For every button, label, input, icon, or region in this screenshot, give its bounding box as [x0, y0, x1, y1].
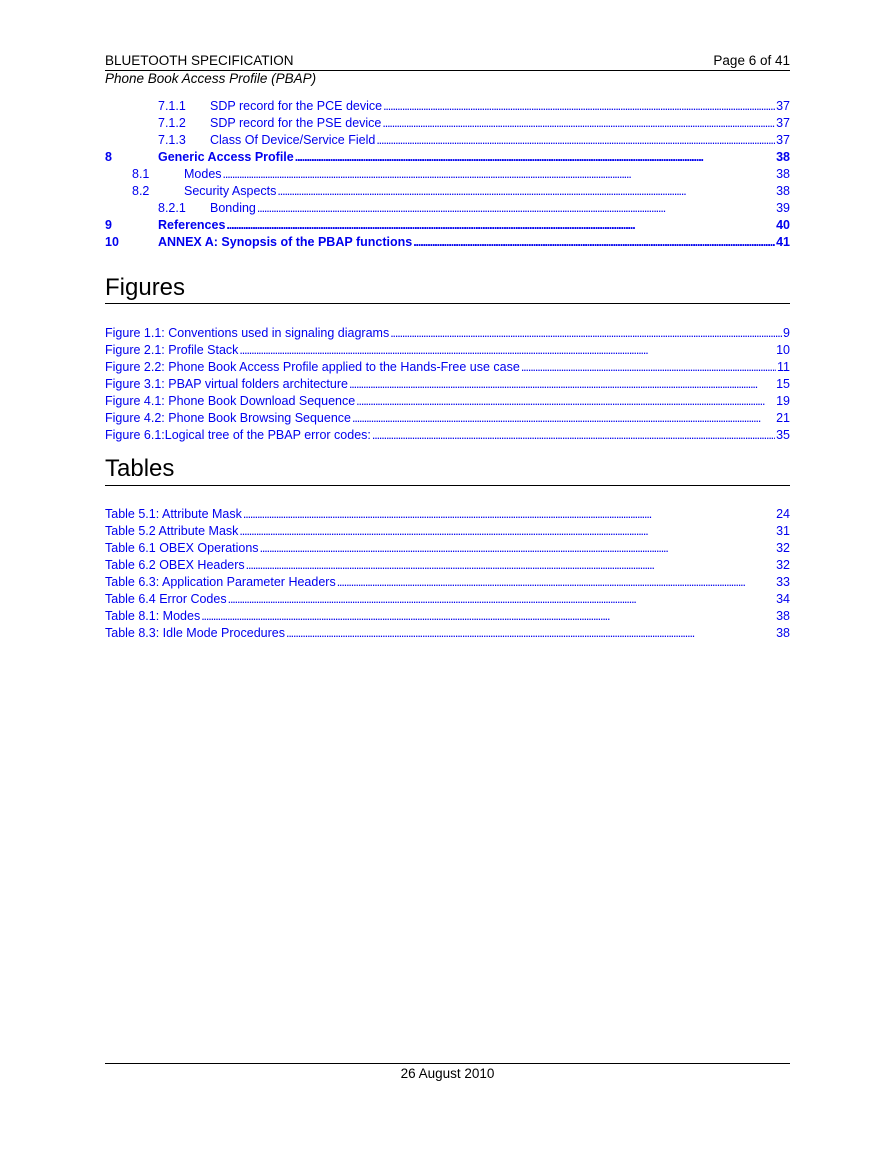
toc-entry[interactable]	[105, 149, 790, 166]
toc-title: Class Of Device/Service Field	[210, 133, 376, 147]
figure-entry[interactable]	[105, 393, 790, 410]
figure-page: 10	[776, 343, 790, 357]
toc-entry[interactable]	[105, 200, 790, 217]
figure-page: 35	[776, 428, 790, 442]
page-header	[105, 53, 790, 71]
table-title: Table 6.4 Error Codes	[105, 592, 227, 606]
toc-page: 37	[776, 133, 790, 147]
figure-page: 15	[776, 377, 790, 391]
footer-date: 26 August 2010	[400, 1066, 495, 1081]
toc-entry[interactable]	[105, 166, 790, 183]
toc-number: 8	[105, 150, 112, 164]
figures-rule	[105, 303, 790, 304]
toc-number: 7.1.2	[158, 116, 186, 130]
tables-heading: Tables	[105, 455, 175, 482]
figure-entry[interactable]	[105, 376, 790, 393]
figure-title: Figure 2.1: Profile Stack	[105, 343, 239, 357]
figure-title: Figure 1.1: Conventions used in signaling diagrams	[105, 326, 390, 340]
toc-page: 41	[776, 235, 790, 249]
table-page: 34	[776, 592, 790, 606]
table-title: Table 5.2 Attribute Mask	[105, 524, 239, 538]
toc-title: Security Aspects	[184, 184, 277, 198]
figure-page: 19	[776, 394, 790, 408]
table-entry[interactable]	[105, 523, 790, 540]
table-title: Table 6.3: Application Parameter Headers	[105, 575, 336, 589]
table-page: 38	[776, 626, 790, 640]
table-page: 33	[776, 575, 790, 589]
toc-number: 8.2	[132, 184, 150, 198]
figure-title: Figure 6.1:Logical tree of the PBAP error codes:	[105, 428, 371, 442]
toc-entry[interactable]	[105, 183, 790, 200]
table-entry[interactable]	[105, 540, 790, 557]
toc-title: SDP record for the PSE device	[210, 116, 382, 130]
tables-rule	[105, 485, 790, 486]
toc-page: 37	[776, 116, 790, 130]
figure-entry[interactable]	[105, 427, 790, 444]
table-page: 32	[776, 541, 790, 555]
figure-title: Figure 4.2: Phone Book Browsing Sequence	[105, 411, 351, 425]
contents-list	[105, 98, 790, 251]
toc-title: ANNEX A: Synopsis of the PBAP functions	[158, 235, 413, 249]
table-page: 38	[776, 609, 790, 623]
table-entry[interactable]	[105, 506, 790, 523]
table-title: Table 8.3: Idle Mode Procedures	[105, 626, 285, 640]
table-entry[interactable]	[105, 608, 790, 625]
toc-number: 10	[105, 235, 119, 249]
toc-page: 38	[776, 184, 790, 198]
table-page: 24	[776, 507, 790, 521]
toc-page: 38	[776, 167, 790, 181]
table-entry[interactable]	[105, 591, 790, 608]
figure-title: Figure 3.1: PBAP virtual folders architecture	[105, 377, 348, 391]
toc-number: 7.1.3	[158, 133, 186, 147]
table-title: Table 5.1: Attribute Mask	[105, 507, 242, 521]
toc-page: 37	[776, 99, 790, 113]
toc-title: References	[158, 218, 226, 232]
figures-list	[105, 325, 790, 444]
figure-page: 21	[776, 411, 790, 425]
toc-number: 8.1	[132, 167, 150, 181]
figure-page: 11	[777, 360, 790, 374]
tables-list	[105, 506, 790, 642]
table-title: Table 6.2 OBEX Headers	[105, 558, 245, 572]
figure-page: 9	[783, 326, 790, 340]
toc-page: 38	[776, 150, 790, 164]
figure-entry[interactable]	[105, 342, 790, 359]
toc-number: 7.1.1	[158, 99, 186, 113]
figure-title: Figure 2.2: Phone Book Access Profile applied to the Hands-Free use case	[105, 360, 520, 374]
toc-entry[interactable]	[105, 217, 790, 234]
table-entry[interactable]	[105, 625, 790, 642]
toc-entry[interactable]	[105, 132, 790, 149]
toc-page: 39	[776, 201, 790, 215]
toc-title: Modes	[184, 167, 222, 181]
toc-number: 9	[105, 218, 112, 232]
table-title: Table 8.1: Modes	[105, 609, 201, 623]
table-page: 32	[776, 558, 790, 572]
figure-entry[interactable]	[105, 325, 790, 342]
figure-entry[interactable]	[105, 359, 790, 376]
toc-title: Bonding	[210, 201, 256, 215]
toc-entry[interactable]	[105, 234, 790, 251]
toc-page: 40	[776, 218, 790, 232]
table-entry[interactable]	[105, 574, 790, 591]
toc-entry[interactable]	[105, 98, 790, 115]
toc-title: Generic Access Profile	[158, 150, 294, 164]
footer-rule	[105, 1063, 790, 1064]
toc-number: 8.2.1	[158, 201, 186, 215]
spec-title: BLUETOOTH SPECIFICATION	[105, 53, 294, 68]
profile-subtitle: Phone Book Access Profile (PBAP)	[105, 71, 317, 86]
table-title: Table 6.1 OBEX Operations	[105, 541, 259, 555]
toc-title: SDP record for the PCE device	[210, 99, 383, 113]
figure-entry[interactable]	[105, 410, 790, 427]
table-entry[interactable]	[105, 557, 790, 574]
figure-title: Figure 4.1: Phone Book Download Sequence	[105, 394, 356, 408]
table-page: 31	[776, 524, 790, 538]
figures-heading: Figures	[105, 274, 186, 301]
page-number: Page 6 of 41	[713, 53, 790, 68]
toc-entry[interactable]	[105, 115, 790, 132]
